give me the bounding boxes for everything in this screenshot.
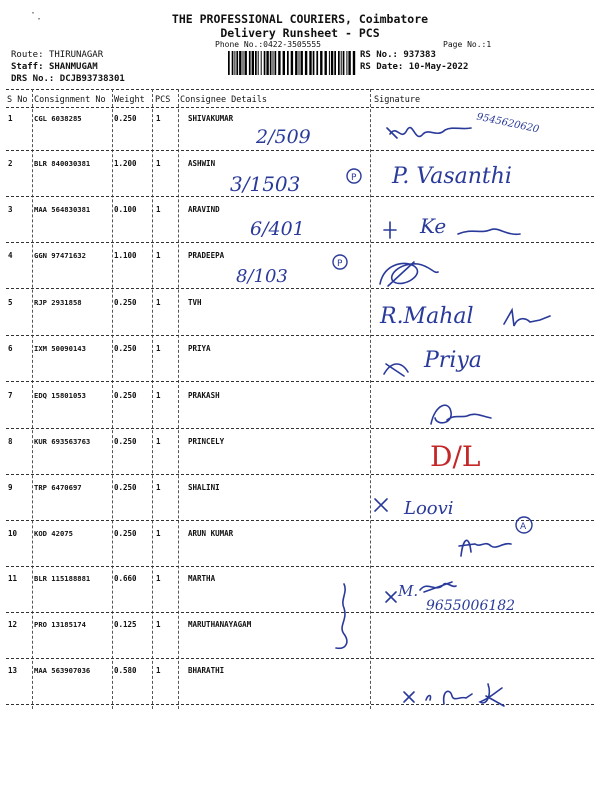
signature-row-2: P. Vasanthi <box>392 164 512 189</box>
row-consignment: RJP 2931858 <box>34 298 82 307</box>
col-header-signature: Signature <box>374 95 421 105</box>
barcode-bar <box>283 51 285 75</box>
svg-text:P: P <box>337 259 343 269</box>
row-sno: 12 <box>8 620 18 629</box>
row-pcs: 1 <box>156 574 161 583</box>
row-consignee: ASHWIN <box>188 159 216 168</box>
row-consignee: MARUTHANAYAGAM <box>188 620 252 629</box>
row-pcs: 1 <box>156 114 161 123</box>
row-weight: 0.125 <box>114 620 137 629</box>
rs-date-label: RS Date: <box>360 62 404 72</box>
col-header-consignment: Consignment No <box>34 95 106 105</box>
signature-stroke <box>380 216 530 246</box>
barcode-bar <box>275 51 277 75</box>
signature-row-8: D/L <box>430 440 481 473</box>
row-pcs: 1 <box>156 344 161 353</box>
row-consignment: PRO 13185174 <box>34 620 86 629</box>
row-rule <box>6 150 594 151</box>
row-sno: 11 <box>8 574 18 583</box>
row-consignment: EDQ 15801053 <box>34 391 86 400</box>
row-pcs: 1 <box>156 391 161 400</box>
row-consignee: TVH <box>188 298 202 307</box>
row-rule <box>6 474 594 475</box>
signature-row-9: Loovi <box>404 498 454 519</box>
row-weight: 0.250 <box>114 437 137 446</box>
rs-number-info <box>360 50 436 60</box>
row-consignee: PRAKASH <box>188 391 220 400</box>
row-consignee: BHARATHI <box>188 666 225 675</box>
row-consignee: SHALINI <box>188 483 220 492</box>
handwritten-note: 8/103 <box>236 266 288 287</box>
row-sno: 7 <box>8 391 13 400</box>
barcode-bar <box>291 51 293 75</box>
signature-stroke <box>382 358 412 378</box>
barcode-bar <box>346 51 347 75</box>
column-divider <box>178 89 179 709</box>
row-weight: 0.250 <box>114 483 137 492</box>
page-number: Page No.:1 <box>443 40 492 49</box>
barcode-bar <box>320 51 322 75</box>
rs-date-value: 10-May-2022 <box>408 62 469 72</box>
barcode-bar <box>236 51 238 75</box>
signature-row-6: Priya <box>424 348 482 373</box>
row-consignee: MARTHA <box>188 574 216 583</box>
drs-value: DCJB93738301 <box>59 74 125 84</box>
signature-row-5: R.Mahal <box>380 304 474 329</box>
row-pcs: 1 <box>156 298 161 307</box>
barcode-bar <box>343 51 345 75</box>
scan-speck: · <box>30 8 37 19</box>
row-weight: 0.100 <box>114 205 137 214</box>
barcode-bar <box>338 51 340 75</box>
barcode-bar <box>258 51 259 75</box>
barcode-bar <box>329 51 330 75</box>
staff-label: Staff: <box>11 62 44 72</box>
signature-phone: 9545620620 <box>475 111 541 136</box>
barcode-bar <box>316 51 318 75</box>
row-sno: 2 <box>8 159 13 168</box>
row-rule <box>6 196 594 197</box>
svg-text:P: P <box>351 173 357 183</box>
row-weight: 0.580 <box>114 666 137 675</box>
row-weight: 0.660 <box>114 574 137 583</box>
column-divider <box>152 89 153 709</box>
barcode-bar <box>255 51 257 75</box>
svg-text:A: A <box>520 522 527 532</box>
row-sno: 1 <box>8 114 13 123</box>
route-value: THIRUNAGAR <box>48 50 104 60</box>
barcode-bar <box>331 51 333 75</box>
row-weight: 0.250 <box>114 529 137 538</box>
barcode-bar <box>313 51 315 75</box>
row-rule <box>6 288 594 289</box>
route-info <box>11 50 103 60</box>
row-consignment: KUR 693563763 <box>34 437 91 446</box>
scan-speck: · <box>36 14 43 25</box>
barcode-bar <box>249 51 251 75</box>
barcode-image <box>228 51 358 75</box>
signature-row-11-name: M. <box>398 582 419 600</box>
company-title: THE PROFESSIONAL COURIERS, Coimbatore <box>171 12 429 26</box>
row-consignment: CGL 6038285 <box>34 114 82 123</box>
row-consignee: ARAVIND <box>188 205 220 214</box>
row-pcs: 1 <box>156 620 161 629</box>
rs-date-info <box>360 62 468 72</box>
signature-row-13 <box>400 678 520 712</box>
barcode-bar <box>295 51 297 75</box>
row-consignment: MAA 564830381 <box>34 205 91 214</box>
circled-mark-icon <box>344 166 366 188</box>
row-pcs: 1 <box>156 251 161 260</box>
handwritten-note: 3/1503 <box>230 172 301 196</box>
col-header-pcs: PCS <box>155 95 171 105</box>
row-weight: 0.250 <box>114 298 137 307</box>
row-consignment: KOD 42075 <box>34 529 73 538</box>
signature-row-11-phone: 9655006182 <box>426 598 516 614</box>
barcode-bar <box>243 51 244 75</box>
row-sno: 13 <box>8 666 18 675</box>
row-consignee: SHIVAKUMAR <box>188 114 234 123</box>
drs-label: DRS No.: <box>11 74 55 84</box>
barcode-bar <box>261 51 262 75</box>
drs-info <box>11 74 125 84</box>
handwritten-note: 6/401 <box>250 218 305 240</box>
row-consignment: MAA 563907036 <box>34 666 91 675</box>
barcode-bar <box>353 51 355 75</box>
row-pcs: 1 <box>156 529 161 538</box>
barcode-bar <box>278 51 280 75</box>
barcode-bar <box>264 51 266 75</box>
barcode-bar <box>334 51 336 75</box>
row-consignment: IXM 50090143 <box>34 344 86 353</box>
barcode-bar <box>273 51 274 75</box>
barcode-bar <box>309 51 311 75</box>
row-pcs: 1 <box>156 159 161 168</box>
row-pcs: 1 <box>156 437 161 446</box>
barcode-bar <box>266 51 268 75</box>
header-rule <box>6 107 594 108</box>
signature-stroke <box>418 578 458 598</box>
barcode-bar <box>341 51 342 75</box>
barcode-bar <box>299 51 300 75</box>
row-sno: 3 <box>8 205 13 214</box>
row-pcs: 1 <box>156 666 161 675</box>
barcode-bar <box>270 51 272 75</box>
row-consignment: BLR 115188881 <box>34 574 91 583</box>
barcode-bar <box>234 51 235 75</box>
column-divider <box>112 89 113 709</box>
row-consignee: PRADEEPA <box>188 251 225 260</box>
row-sno: 6 <box>8 344 13 353</box>
row-consignee: PRIYA <box>188 344 211 353</box>
signature-row-3: Ke <box>420 214 447 238</box>
row-rule <box>6 520 594 521</box>
row-weight: 0.250 <box>114 391 137 400</box>
row-consignment: TRP 6470697 <box>34 483 82 492</box>
signature-row-10 <box>455 528 515 562</box>
row-rule <box>6 566 594 567</box>
signature-row-4 <box>374 254 444 292</box>
row-pcs: 1 <box>156 483 161 492</box>
row-sno: 5 <box>8 298 13 307</box>
barcode-bar <box>232 51 234 75</box>
route-label: Route: <box>11 50 44 60</box>
row-consignment: GGN 97471632 <box>34 251 86 260</box>
circled-mark-icon <box>512 514 538 538</box>
phone-number: Phone No.:0422-3505555 <box>215 40 321 49</box>
rs-no-value: 937383 <box>403 50 436 60</box>
row-weight: 0.250 <box>114 114 137 123</box>
barcode-bar <box>325 51 327 75</box>
staff-info <box>11 62 98 72</box>
row-consignee: ARUN KUMAR <box>188 529 234 538</box>
runsheet-title: Delivery Runsheet - PCS <box>220 26 380 40</box>
column-divider <box>370 89 371 709</box>
col-header-consignee: Consignee Details <box>180 95 267 105</box>
circled-mark-icon <box>330 252 352 274</box>
row-rule <box>6 381 594 382</box>
signature-stroke <box>500 306 555 330</box>
column-divider <box>32 89 33 709</box>
rs-no-label: RS No.: <box>360 50 398 60</box>
row-pcs: 1 <box>156 205 161 214</box>
handwritten-note: 2/509 <box>256 126 311 148</box>
row-rule <box>6 428 594 429</box>
signature-row-1 <box>385 116 475 156</box>
barcode-bar <box>239 51 241 75</box>
signature-stroke <box>372 496 392 516</box>
barcode-bar <box>348 51 350 75</box>
row-consignment: BLR 840030381 <box>34 159 91 168</box>
barcode-bar <box>287 51 289 75</box>
row-weight: 1.100 <box>114 251 137 260</box>
col-header-sno: S No <box>7 95 28 105</box>
col-header-weight: Weight <box>114 95 145 105</box>
barcode-bar <box>228 51 230 75</box>
signature-bracket <box>330 580 360 654</box>
signature-row-7 <box>425 396 505 432</box>
row-weight: 0.250 <box>114 344 137 353</box>
barcode-bar <box>301 51 303 75</box>
row-consignee: PRINCELY <box>188 437 225 446</box>
staff-value: SHANMUGAM <box>48 62 98 72</box>
table-top-rule <box>6 89 594 90</box>
row-rule <box>6 658 594 659</box>
row-weight: 1.200 <box>114 159 137 168</box>
row-sno: 10 <box>8 529 18 538</box>
row-rule <box>6 335 594 336</box>
barcode-bar <box>305 51 307 75</box>
row-sno: 4 <box>8 251 13 260</box>
barcode-bar <box>252 51 254 75</box>
barcode-bar <box>245 51 247 75</box>
row-sno: 8 <box>8 437 13 446</box>
row-sno: 9 <box>8 483 13 492</box>
